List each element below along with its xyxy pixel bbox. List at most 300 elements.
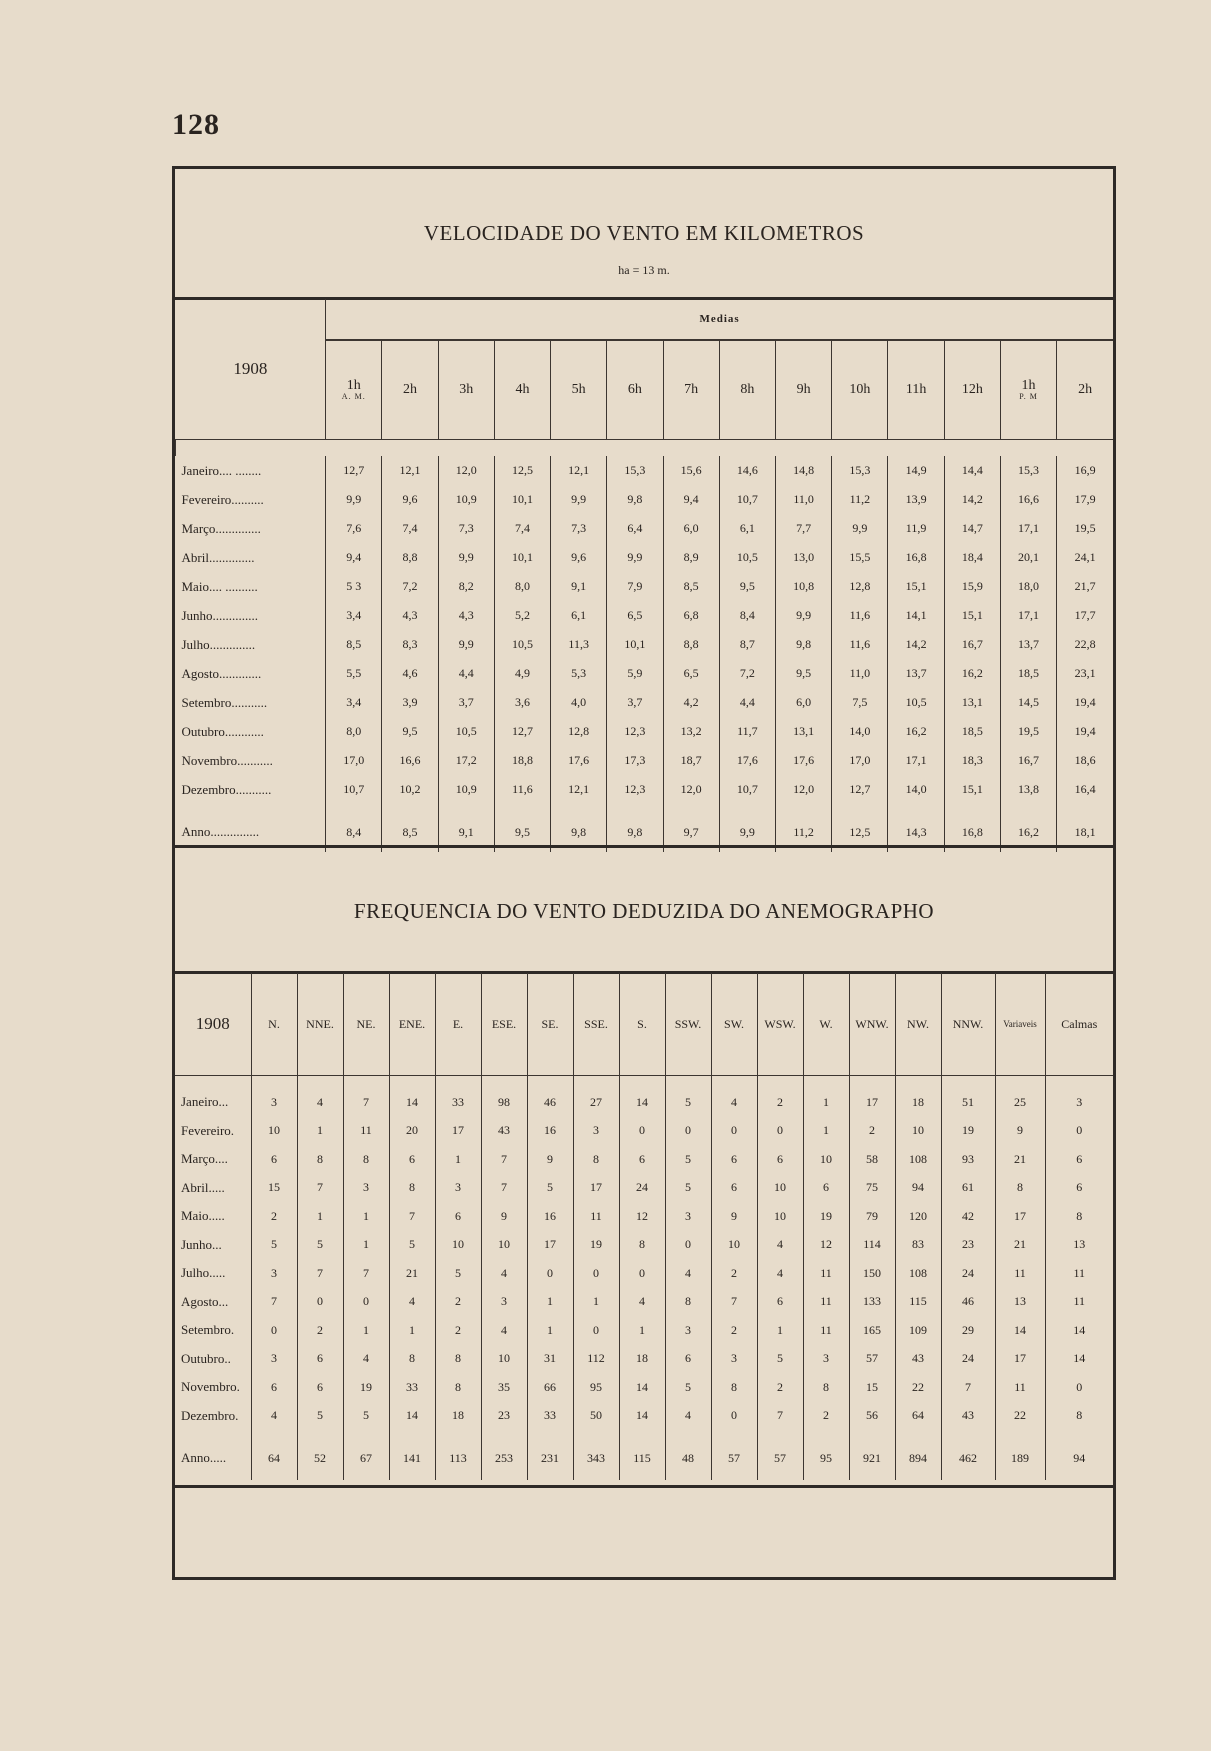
table-cell: 8,8 bbox=[663, 630, 719, 659]
table-cell: 14 bbox=[995, 1316, 1045, 1345]
table-cell: 9,4 bbox=[326, 543, 382, 572]
table-cell: 15,3 bbox=[607, 456, 663, 485]
table-cell: 3 bbox=[435, 1174, 481, 1203]
table-cell: 14,0 bbox=[888, 775, 944, 804]
table-cell: 0 bbox=[1045, 1373, 1113, 1402]
table-cell: 9,9 bbox=[438, 630, 494, 659]
table-cell: 17 bbox=[995, 1345, 1045, 1374]
table-cell: 2 bbox=[757, 1076, 803, 1117]
month-label: Outubro............ bbox=[181, 723, 264, 739]
table-cell: 6,5 bbox=[663, 659, 719, 688]
table-cell: 67 bbox=[343, 1430, 389, 1480]
table-cell: 9,9 bbox=[607, 543, 663, 572]
table-cell: 9,7 bbox=[663, 804, 719, 852]
table-cell: 11 bbox=[995, 1373, 1045, 1402]
table-row bbox=[176, 543, 1114, 572]
table-cell: 0 bbox=[343, 1288, 389, 1317]
velocidade-table bbox=[175, 299, 1113, 852]
table-cell: 4,4 bbox=[438, 659, 494, 688]
table-cell: 8,5 bbox=[382, 804, 438, 852]
table-cell: 11,9 bbox=[888, 514, 944, 543]
frequencia-direction-headers bbox=[175, 973, 1113, 1076]
table-cell: 16,9 bbox=[1057, 456, 1113, 485]
month-label: Abril..... bbox=[181, 1179, 225, 1195]
table-cell: 10 bbox=[711, 1231, 757, 1260]
table-cell: 1 bbox=[297, 1202, 343, 1231]
table-cell: 17,6 bbox=[776, 746, 832, 775]
table-cell: 15,6 bbox=[663, 456, 719, 485]
table-cell: 0 bbox=[297, 1288, 343, 1317]
table-cell: 7 bbox=[343, 1259, 389, 1288]
table-cell: 17,6 bbox=[551, 746, 607, 775]
table-cell: 43 bbox=[481, 1117, 527, 1146]
hour-header bbox=[832, 340, 888, 440]
table-cell: 8,9 bbox=[663, 543, 719, 572]
table-cell: 17,0 bbox=[326, 746, 382, 775]
table-cell: 6 bbox=[297, 1373, 343, 1402]
table-cell: 4 bbox=[665, 1259, 711, 1288]
table-cell: 11,6 bbox=[832, 630, 888, 659]
table-cell: 0 bbox=[527, 1259, 573, 1288]
table-cell: 23,1 bbox=[1057, 659, 1113, 688]
table-cell: 12,0 bbox=[663, 775, 719, 804]
table-cell: 13,1 bbox=[776, 717, 832, 746]
table-cell: 21 bbox=[995, 1231, 1045, 1260]
table-cell: 14 bbox=[389, 1402, 435, 1431]
anno-row bbox=[175, 1430, 1113, 1480]
table-cell: 4 bbox=[757, 1231, 803, 1260]
table-cell: 6 bbox=[757, 1145, 803, 1174]
table-cell: 5 bbox=[665, 1076, 711, 1117]
table-row bbox=[175, 1373, 1113, 1402]
table-cell: 1 bbox=[435, 1145, 481, 1174]
table-cell: 18,3 bbox=[944, 746, 1000, 775]
direction-header: WNW. bbox=[849, 973, 895, 1076]
table-cell: 17,2 bbox=[438, 746, 494, 775]
table-cell: 6 bbox=[251, 1373, 297, 1402]
table-cell: 5 bbox=[297, 1402, 343, 1431]
table-cell: 64 bbox=[895, 1402, 941, 1431]
table-cell: 79 bbox=[849, 1202, 895, 1231]
table-cell: 3,4 bbox=[326, 601, 382, 630]
table-cell: 48 bbox=[665, 1430, 711, 1480]
table-cell: 10,5 bbox=[438, 717, 494, 746]
frequencia-table bbox=[175, 973, 1113, 1480]
table-cell: 3 bbox=[803, 1345, 849, 1374]
table-cell: 5 bbox=[435, 1259, 481, 1288]
header-separator bbox=[176, 440, 1114, 457]
separator-cell bbox=[176, 440, 1114, 457]
table-cell: 12,3 bbox=[607, 775, 663, 804]
table-cell: 12,7 bbox=[494, 717, 550, 746]
table-cell: 2 bbox=[711, 1259, 757, 1288]
table-row bbox=[176, 717, 1114, 746]
hour-header bbox=[551, 340, 607, 440]
frequencia-title: FREQUENCIA DO VENTO DEDUZIDA DO ANEMOGRAPHO bbox=[353, 899, 935, 923]
table-row bbox=[175, 1145, 1113, 1174]
table-cell: 3 bbox=[573, 1117, 619, 1146]
table-cell: 7 bbox=[481, 1145, 527, 1174]
table-cell: 6 bbox=[711, 1145, 757, 1174]
table-cell: 21 bbox=[995, 1145, 1045, 1174]
table-cell: 19 bbox=[573, 1231, 619, 1260]
table-cell: 15,1 bbox=[944, 775, 1000, 804]
table-cell: 16,7 bbox=[944, 630, 1000, 659]
table-cell: 9,4 bbox=[663, 485, 719, 514]
hour-header bbox=[1057, 340, 1113, 440]
table-cell: 8 bbox=[1045, 1202, 1113, 1231]
table-cell: 0 bbox=[251, 1316, 297, 1345]
table-cell: 75 bbox=[849, 1174, 895, 1203]
velocidade-bottom-rule bbox=[175, 845, 1113, 848]
table-cell: 9 bbox=[481, 1202, 527, 1231]
table-cell: 12,8 bbox=[832, 572, 888, 601]
table-cell: 8,4 bbox=[326, 804, 382, 852]
table-row bbox=[175, 1316, 1113, 1345]
table-cell: 8 bbox=[297, 1145, 343, 1174]
table-cell: 10 bbox=[895, 1117, 941, 1146]
table-cell: 108 bbox=[895, 1145, 941, 1174]
table-cell: 9,9 bbox=[438, 543, 494, 572]
table-cell: 19,4 bbox=[1057, 717, 1113, 746]
table-cell: 22 bbox=[895, 1373, 941, 1402]
table-cell: 18 bbox=[435, 1402, 481, 1431]
direction-header: W. bbox=[803, 973, 849, 1076]
table-cell: 8 bbox=[389, 1345, 435, 1374]
table-cell: 15,5 bbox=[832, 543, 888, 572]
table-row bbox=[175, 1202, 1113, 1231]
table-cell: 2 bbox=[757, 1373, 803, 1402]
table-cell: 10,5 bbox=[494, 630, 550, 659]
frequencia-bottom-rule bbox=[175, 1485, 1113, 1488]
table-cell: 4 bbox=[297, 1076, 343, 1117]
table-cell: 21,7 bbox=[1057, 572, 1113, 601]
table-cell: 12,1 bbox=[551, 775, 607, 804]
table-cell: 6 bbox=[757, 1288, 803, 1317]
table-cell: 35 bbox=[481, 1373, 527, 1402]
hour-label: 6h bbox=[627, 382, 642, 398]
direction-header: NNW. bbox=[941, 973, 995, 1076]
month-label: Fevereiro.......... bbox=[181, 491, 264, 507]
table-cell: 21 bbox=[389, 1259, 435, 1288]
month-label: Janeiro.... ........ bbox=[181, 462, 262, 478]
table-cell: 18,0 bbox=[1000, 572, 1056, 601]
table-row bbox=[176, 746, 1114, 775]
table-cell: 23 bbox=[481, 1402, 527, 1431]
table-cell: 17,0 bbox=[832, 746, 888, 775]
table-cell: 7 bbox=[297, 1174, 343, 1203]
table-cell: 8,5 bbox=[663, 572, 719, 601]
direction-header: NE. bbox=[343, 973, 389, 1076]
table-cell: 115 bbox=[619, 1430, 665, 1480]
page-number: 128 bbox=[172, 108, 220, 141]
table-cell: 24 bbox=[941, 1345, 995, 1374]
table-cell: 1 bbox=[343, 1202, 389, 1231]
hour-header bbox=[438, 340, 494, 440]
table-cell: 9,9 bbox=[832, 514, 888, 543]
month-label: Fevereiro. bbox=[181, 1122, 235, 1138]
table-cell: 61 bbox=[941, 1174, 995, 1203]
table-cell: 7 bbox=[297, 1259, 343, 1288]
table-row bbox=[176, 630, 1114, 659]
month-label: Novembro........... bbox=[181, 752, 273, 768]
table-cell: 4,2 bbox=[663, 688, 719, 717]
table-cell: 19,5 bbox=[1057, 514, 1113, 543]
table-cell: 11 bbox=[803, 1288, 849, 1317]
table-cell: 8,0 bbox=[326, 717, 382, 746]
table-cell: 19 bbox=[941, 1117, 995, 1146]
month-label: Dezembro. bbox=[181, 1407, 239, 1423]
table-cell: 22,8 bbox=[1057, 630, 1113, 659]
direction-header: SW. bbox=[711, 973, 757, 1076]
table-cell: 7,4 bbox=[382, 514, 438, 543]
table-cell: 2 bbox=[435, 1316, 481, 1345]
table-cell: 11,7 bbox=[719, 717, 775, 746]
table-cell: 10,8 bbox=[776, 572, 832, 601]
table-cell: 14 bbox=[1045, 1316, 1113, 1345]
table-cell: 13,7 bbox=[888, 659, 944, 688]
table-cell: 8,7 bbox=[719, 630, 775, 659]
table-cell: 7 bbox=[481, 1174, 527, 1203]
table-cell: 7 bbox=[941, 1373, 995, 1402]
table-cell: 94 bbox=[1045, 1430, 1113, 1480]
table-cell: 57 bbox=[849, 1345, 895, 1374]
table-cell: 11 bbox=[343, 1117, 389, 1146]
table-cell: 9,8 bbox=[607, 485, 663, 514]
table-cell: 1 bbox=[803, 1076, 849, 1117]
table-cell: 253 bbox=[481, 1430, 527, 1480]
hour-label: 2h bbox=[1078, 382, 1093, 398]
table-cell: 19 bbox=[343, 1373, 389, 1402]
table-cell: 17 bbox=[527, 1231, 573, 1260]
table-cell: 6,8 bbox=[663, 601, 719, 630]
table-cell: 13,1 bbox=[944, 688, 1000, 717]
table-cell: 231 bbox=[527, 1430, 573, 1480]
table-cell: 16,8 bbox=[888, 543, 944, 572]
table-cell: 9,9 bbox=[326, 485, 382, 514]
month-label: Setembro. bbox=[181, 1322, 235, 1338]
table-cell: 51 bbox=[941, 1076, 995, 1117]
velocidade-title: VELOCIDADE DO VENTO EM KILOMETROS bbox=[423, 221, 865, 245]
table-cell: 1 bbox=[343, 1231, 389, 1260]
hour-label: 12h bbox=[961, 382, 983, 398]
table-cell: 109 bbox=[895, 1316, 941, 1345]
table-cell: 18,5 bbox=[1000, 659, 1056, 688]
table-cell: 0 bbox=[711, 1402, 757, 1431]
table-cell: 31 bbox=[527, 1345, 573, 1374]
table-cell: 14,3 bbox=[888, 804, 944, 852]
table-cell: 18,7 bbox=[663, 746, 719, 775]
table-cell: 12,7 bbox=[832, 775, 888, 804]
table-row bbox=[175, 1259, 1113, 1288]
table-cell: 115 bbox=[895, 1288, 941, 1317]
table-row bbox=[176, 688, 1114, 717]
table-cell: 3,7 bbox=[438, 688, 494, 717]
table-cell: 8,4 bbox=[719, 601, 775, 630]
table-cell: 5 bbox=[343, 1402, 389, 1431]
table-cell: 16,8 bbox=[944, 804, 1000, 852]
table-cell: 8,8 bbox=[382, 543, 438, 572]
hour-label: 11h bbox=[905, 382, 927, 398]
table-cell: 9,1 bbox=[438, 804, 494, 852]
table-cell: 6,1 bbox=[719, 514, 775, 543]
table-cell: 108 bbox=[895, 1259, 941, 1288]
month-label: Abril.............. bbox=[181, 549, 255, 565]
month-label: Junho.............. bbox=[181, 607, 259, 623]
table-cell: 10,5 bbox=[888, 688, 944, 717]
table-cell: 14 bbox=[389, 1076, 435, 1117]
table-cell: 3,4 bbox=[326, 688, 382, 717]
table-cell: 52 bbox=[297, 1430, 343, 1480]
table-cell: 4,6 bbox=[382, 659, 438, 688]
table-cell: 9,5 bbox=[494, 804, 550, 852]
table-cell: 7 bbox=[343, 1076, 389, 1117]
hour-label: 10h bbox=[849, 382, 871, 398]
table-cell: 8,2 bbox=[438, 572, 494, 601]
table-cell: 42 bbox=[941, 1202, 995, 1231]
hour-period: P. M bbox=[1019, 392, 1038, 402]
direction-header: SE. bbox=[527, 973, 573, 1076]
table-cell: 3 bbox=[665, 1316, 711, 1345]
table-cell: 0 bbox=[573, 1316, 619, 1345]
table-cell: 120 bbox=[895, 1202, 941, 1231]
table-cell: 18 bbox=[895, 1076, 941, 1117]
table-cell: 6 bbox=[435, 1202, 481, 1231]
table-cell: 3 bbox=[251, 1076, 297, 1117]
table-cell: 66 bbox=[527, 1373, 573, 1402]
table-cell: 9,1 bbox=[551, 572, 607, 601]
table-cell: 17,7 bbox=[1057, 601, 1113, 630]
table-row bbox=[176, 775, 1114, 804]
hour-header bbox=[1000, 340, 1056, 440]
table-cell: 15,3 bbox=[1000, 456, 1056, 485]
direction-header: NNE. bbox=[297, 973, 343, 1076]
anno-label: Anno............... bbox=[181, 824, 260, 839]
table-cell: 5 bbox=[389, 1231, 435, 1260]
table-cell: 15,9 bbox=[944, 572, 1000, 601]
table-cell: 13,9 bbox=[888, 485, 944, 514]
hour-header bbox=[663, 340, 719, 440]
table-cell: 12 bbox=[619, 1202, 665, 1231]
table-cell: 12 bbox=[803, 1231, 849, 1260]
table-cell: 18,4 bbox=[944, 543, 1000, 572]
table-cell: 9,9 bbox=[776, 601, 832, 630]
table-cell: 14,2 bbox=[944, 485, 1000, 514]
table-cell: 98 bbox=[481, 1076, 527, 1117]
table-row bbox=[175, 1117, 1113, 1146]
table-cell: 9 bbox=[995, 1117, 1045, 1146]
table-cell: 15,1 bbox=[944, 601, 1000, 630]
table-row bbox=[175, 1076, 1113, 1117]
direction-header: Variaveis bbox=[995, 973, 1045, 1076]
table-cell: 24 bbox=[941, 1259, 995, 1288]
table-cell: 7,5 bbox=[832, 688, 888, 717]
hour-label: 1h bbox=[346, 377, 361, 393]
month-label: Julho..... bbox=[181, 1265, 226, 1281]
table-cell: 1 bbox=[527, 1288, 573, 1317]
table-cell: 20,1 bbox=[1000, 543, 1056, 572]
table-cell: 14,6 bbox=[719, 456, 775, 485]
table-cell: 6 bbox=[711, 1174, 757, 1203]
month-label: Dezembro........... bbox=[181, 781, 272, 797]
table-cell: 46 bbox=[527, 1076, 573, 1117]
table-row bbox=[175, 1402, 1113, 1431]
table-cell: 7,3 bbox=[438, 514, 494, 543]
table-cell: 10,1 bbox=[494, 543, 550, 572]
hour-header bbox=[944, 340, 1000, 440]
table-cell: 9,9 bbox=[551, 485, 607, 514]
direction-header: NW. bbox=[895, 973, 941, 1076]
table-cell: 921 bbox=[849, 1430, 895, 1480]
table-cell: 16,2 bbox=[1000, 804, 1056, 852]
table-cell: 4 bbox=[251, 1402, 297, 1431]
table-cell: 11,0 bbox=[776, 485, 832, 514]
table-cell: 8 bbox=[995, 1174, 1045, 1203]
table-cell: 4 bbox=[757, 1259, 803, 1288]
direction-header: S. bbox=[619, 973, 665, 1076]
velocidade-year: 1908 bbox=[233, 359, 268, 378]
table-cell: 20 bbox=[389, 1117, 435, 1146]
table-cell: 141 bbox=[389, 1430, 435, 1480]
table-cell: 12,1 bbox=[382, 456, 438, 485]
table-cell: 3,7 bbox=[607, 688, 663, 717]
table-cell: 43 bbox=[895, 1345, 941, 1374]
table-cell: 10,9 bbox=[438, 775, 494, 804]
table-cell: 11 bbox=[1045, 1288, 1113, 1317]
table-cell: 4 bbox=[619, 1288, 665, 1317]
table-cell: 2 bbox=[803, 1402, 849, 1431]
table-cell: 17,1 bbox=[888, 746, 944, 775]
table-cell: 19,4 bbox=[1057, 688, 1113, 717]
table-cell: 10 bbox=[251, 1117, 297, 1146]
table-cell: 13,0 bbox=[776, 543, 832, 572]
table-cell: 7 bbox=[389, 1202, 435, 1231]
table-cell: 16,2 bbox=[888, 717, 944, 746]
table-cell: 17,1 bbox=[1000, 514, 1056, 543]
table-cell: 22 bbox=[995, 1402, 1045, 1431]
table-cell: 7 bbox=[251, 1288, 297, 1317]
table-cell: 9 bbox=[711, 1202, 757, 1231]
table-row bbox=[175, 1345, 1113, 1374]
table-cell: 14,2 bbox=[888, 630, 944, 659]
table-cell: 9,8 bbox=[776, 630, 832, 659]
table-cell: 3 bbox=[251, 1345, 297, 1374]
table-cell: 16,7 bbox=[1000, 746, 1056, 775]
table-cell: 1 bbox=[389, 1316, 435, 1345]
table-cell: 2 bbox=[849, 1117, 895, 1146]
table-cell: 11,6 bbox=[494, 775, 550, 804]
table-cell: 7,2 bbox=[719, 659, 775, 688]
table-cell: 17,1 bbox=[1000, 601, 1056, 630]
table-cell: 17 bbox=[573, 1174, 619, 1203]
table-cell: 10,2 bbox=[382, 775, 438, 804]
table-cell: 6,1 bbox=[551, 601, 607, 630]
table-cell: 15 bbox=[849, 1373, 895, 1402]
hour-header bbox=[888, 340, 944, 440]
table-cell: 0 bbox=[619, 1117, 665, 1146]
table-cell: 58 bbox=[849, 1145, 895, 1174]
table-cell: 24,1 bbox=[1057, 543, 1113, 572]
direction-header: ESE. bbox=[481, 973, 527, 1076]
table-cell: 11,3 bbox=[551, 630, 607, 659]
table-cell: 14,0 bbox=[832, 717, 888, 746]
table-cell: 56 bbox=[849, 1402, 895, 1431]
table-cell: 11 bbox=[573, 1202, 619, 1231]
table-cell: 14,4 bbox=[944, 456, 1000, 485]
table-cell: 18,6 bbox=[1057, 746, 1113, 775]
table-cell: 10 bbox=[757, 1202, 803, 1231]
table-cell: 17,9 bbox=[1057, 485, 1113, 514]
